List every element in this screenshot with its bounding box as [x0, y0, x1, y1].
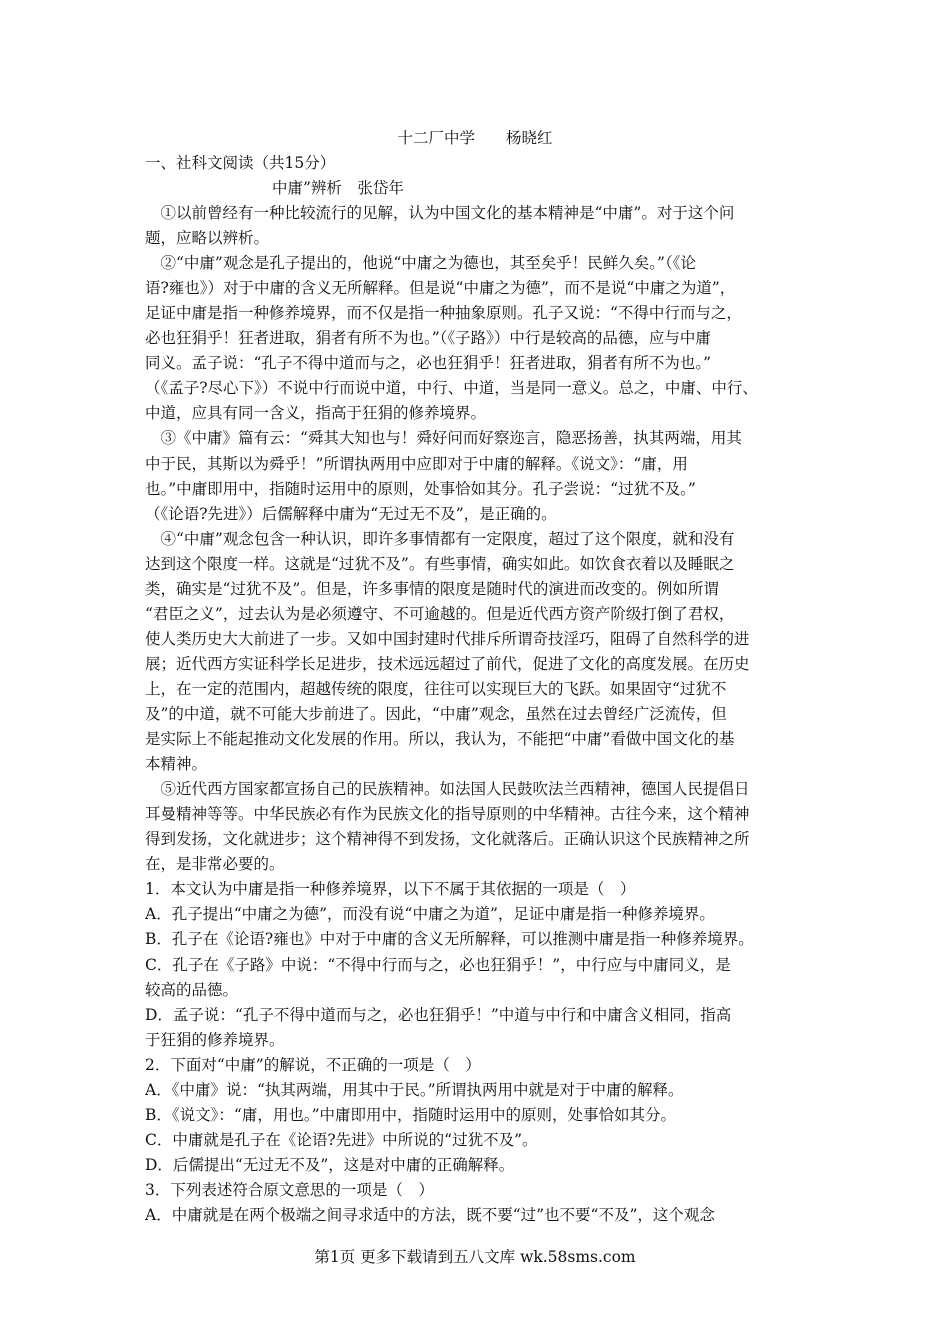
body-line: ④“中庸”观念包含一种认识，即许多事情都有一定限度，超过了这个限度，就和没有 [145, 529, 735, 548]
body-line: 达到这个限度一样。这就是“过犹不及”。有些事情，确实如此。如饮食衣着以及睡眠之 [145, 554, 735, 573]
body-line: 是实际上不能起推动文化发展的作用。所以，我认为，不能把“中庸”看做中国文化的基 [145, 730, 735, 749]
body-line: 1．本文认为中庸是指一种修养境界，以下不属于其依据的一项是（ ） [145, 880, 636, 899]
body-line: 同义。孟子说：“孔子不得中道而与之，必也狂狷乎！狂者进取，狷者有所不为也。” [145, 354, 712, 373]
body-line: 中道，应具有同一含义，指高于狂狷的修养境界。 [145, 404, 487, 423]
body-line: 足证中庸是指一种修养境界，而不仅是指一种抽象原则。孔子又说：“不得中行而与之， [145, 304, 742, 323]
body-line: 得到发扬，文化就进步；这个精神得不到发扬，文化就落后。正确认识这个民族精神之所 [145, 830, 750, 849]
body-line: 耳曼精神等等。中华民族必有作为民族文化的指导原则的中华精神。古往今来，这个精神 [145, 805, 750, 824]
header-school-author: 十二厂中学 杨晓红 [397, 129, 553, 147]
body-line: 较高的品德。 [145, 980, 239, 999]
body-line: 必也狂狷乎！狂者进取，狷者有所不为也。”（《子路》）中行是较高的品德，应与中庸 [145, 329, 711, 348]
body-line: ①以前曾经有一种比较流行的见解，认为中国文化的基本精神是“中庸”。对于这个问 [145, 204, 735, 222]
section-title: 一、社科文阅读（共15分） [145, 154, 336, 172]
body-line: B．孔子在《论语?雍也》中对于中庸的含义无所解释，可以推测中庸是指一种修养境界。 [145, 930, 754, 949]
body-line: 使人类历史大大前进了一步。又如中国封建时代排斥所谓奇技淫巧，阻碍了自然科学的进 [145, 629, 750, 648]
body-line: 3．下列表述符合原文意思的一项是（ ） [145, 1180, 434, 1199]
body-line: A．中庸就是在两个极端之间寻求适中的方法，既不要“过”也不要“不及”，这个观念 [145, 1206, 715, 1224]
body-line: 题，应略以辨析。 [145, 229, 270, 248]
body-line: 展；近代西方实证科学长足进步，技术远远超过了前代，促进了文化的高度发展。在历史 [145, 654, 750, 673]
body-line: 于狂狷的修养境界。 [145, 1030, 285, 1049]
body-line: 及”的中道，就不可能大步前进了。因此，“中庸”观念，虽然在过去曾经广泛流传，但 [145, 705, 727, 723]
page-footer: 第1页 更多下载请到五八文库 wk.58sms.com [314, 1248, 636, 1266]
body-line: C．孔子在《子路》中说：“不得中行而与之，必也狂狷乎！”，中行应与中庸同义，是 [145, 955, 731, 974]
body-line: A．《中庸》说：“执其两端，用其中于民。”所谓执两用中就是对于中庸的解释。 [145, 1080, 684, 1099]
body-line: 类，确实是“过犹不及”。但是，许多事情的限度是随时代的演进而改变的。例如所谓 [145, 579, 719, 598]
body-line: D．后儒提出“无过无不及”，这是对中庸的正确解释。 [145, 1155, 515, 1174]
body-line: “君臣之义”，过去认为是必须遵守、不可逾越的。但是近代西方资产阶级打倒了君权， [145, 604, 735, 623]
body-line: 上，在一定的范围内，超越传统的限度，往往可以实现巨大的飞跃。如果固守“过犹不 [145, 679, 727, 698]
body-line: D．孟子说：“孔子不得中道而与之，必也狂狷乎！”中道与中行和中庸含义相同，指高 [145, 1005, 732, 1024]
body-line: 2．下面对“中庸”的解说，不正确的一项是（ ） [145, 1055, 481, 1074]
body-line: B．《说文》：“庸，用也。”中庸即用中，指随时运用中的原则，处事恰如其分。 [145, 1105, 676, 1124]
body-line: （《论语?先进》）后儒解释中庸为“无过无不及”，是正确的。 [145, 504, 557, 523]
body-line: ②“中庸”观念是孔子提出的，他说“中庸之为德也，其至矣乎！民鲜久矣。”（《论 [145, 254, 696, 273]
body-line: 在，是非常必要的。 [145, 855, 285, 874]
body-line: C．中庸就是孔子在《论语?先进》中所说的“过犹不及”。 [145, 1130, 538, 1149]
body-line: A．孔子提出“中庸之为德”，而没有说“中庸之为道”，足证中庸是指一种修养境界。 [145, 905, 715, 924]
body-line: ⑤近代西方国家都宣扬自己的民族精神。如法国人民鼓吹法兰西精神，德国人民提倡日 [145, 780, 750, 799]
article-title: 中庸”辨析 张岱年 [272, 179, 404, 197]
body-line: 语?雍也》）对于中庸的含义无所解释。但是说“中庸之为德”，而不是说“中庸之为道”， [145, 279, 736, 298]
body-line: （《孟子?尽心下》）不说中行而说中道，中行、中道，当是同一意义。总之，中庸、中行、 [145, 379, 758, 398]
body-line: 中于民，其斯以为舜乎！”所谓执两用中应即对于中庸的解释。《说文》：“庸，用 [145, 454, 688, 473]
body-line: 也。”中庸即用中，指随时运用中的原则，处事恰如其分。孔子尝说：“过犹不及。” [145, 479, 696, 498]
body-line: 本精神。 [145, 755, 208, 774]
body-line: ③《中庸》篇有云：“舜其大知也与！舜好问而好察迩言，隐恶扬善，执其两端，用其 [145, 429, 742, 448]
